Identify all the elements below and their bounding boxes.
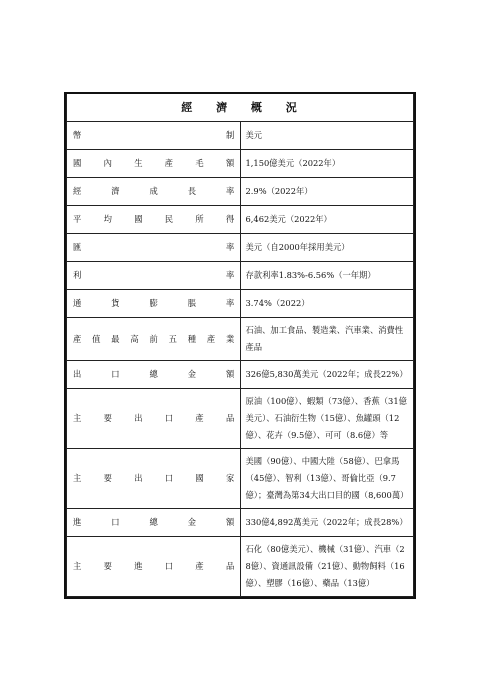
row-value: 石油、加工食品、製造業、汽車業、消費性產品 [240,318,414,361]
row-value: 美元 [240,122,414,150]
row-label: 經濟成長率 [67,178,241,206]
row-value: 石化（80億美元）、機械（31億）、汽車（28億）、資通訊設備（21億）、動物飼料（16億）、塑膠（16億）、藥品（13億） [240,537,414,597]
table-row [67,389,414,449]
row-label: 平均國民所得 [67,206,241,234]
table-row [67,318,414,361]
row-label: 進口總金額 [67,509,241,537]
table-row [67,150,414,178]
table-row [67,537,414,597]
table-row [67,262,414,290]
table-row [67,361,414,389]
data-table [66,94,414,597]
row-label: 主要出口國家 [67,449,241,509]
row-value: 330億4,892萬美元（2022年；成長28%） [240,509,414,537]
table-row [67,122,414,150]
table-row [67,234,414,262]
table-row [67,178,414,206]
row-label: 主要出口產品 [67,389,241,449]
row-value: 原油（100億）、蝦類（73億）、香蕉（31億美元）、石油衍生物（15億）、魚罐頭（12億）、花卉（9.5億）、可可（8.6億）等 [240,389,414,449]
title-row [67,94,414,122]
row-label: 幣制 [67,122,241,150]
economic-overview-table [64,92,416,599]
row-value: 3.74%（2022） [240,290,414,318]
row-label: 通貨膨脹率 [67,290,241,318]
table-row [67,449,414,509]
row-value: 美國（90億）、中國大陸（58億）、巴拿馬（45億）、智利（13億）、哥倫比亞（9.7億）；臺灣為第34大出口目的國（8,600萬） [240,449,414,509]
row-value: 6,462美元（2022年） [240,206,414,234]
row-value: 2.9%（2022年） [240,178,414,206]
table-row [67,290,414,318]
table-row [67,206,414,234]
row-label: 利率 [67,262,241,290]
row-label: 匯率 [67,234,241,262]
row-value: 1,150億美元（2022年） [240,150,414,178]
row-value: 326億5,830萬美元（2022年；成長22%） [240,361,414,389]
table-row [67,509,414,537]
row-value: 存款利率1.83%-6.56%（一年期） [240,262,414,290]
row-label: 主要進口產品 [67,537,241,597]
row-label: 出口總金額 [67,361,241,389]
table-title: 經 濟 概 況 [67,94,414,122]
row-label: 國內生產毛額 [67,150,241,178]
row-value: 美元（自2000年採用美元） [240,234,414,262]
row-label: 產值最高前五種產業 [67,318,241,361]
